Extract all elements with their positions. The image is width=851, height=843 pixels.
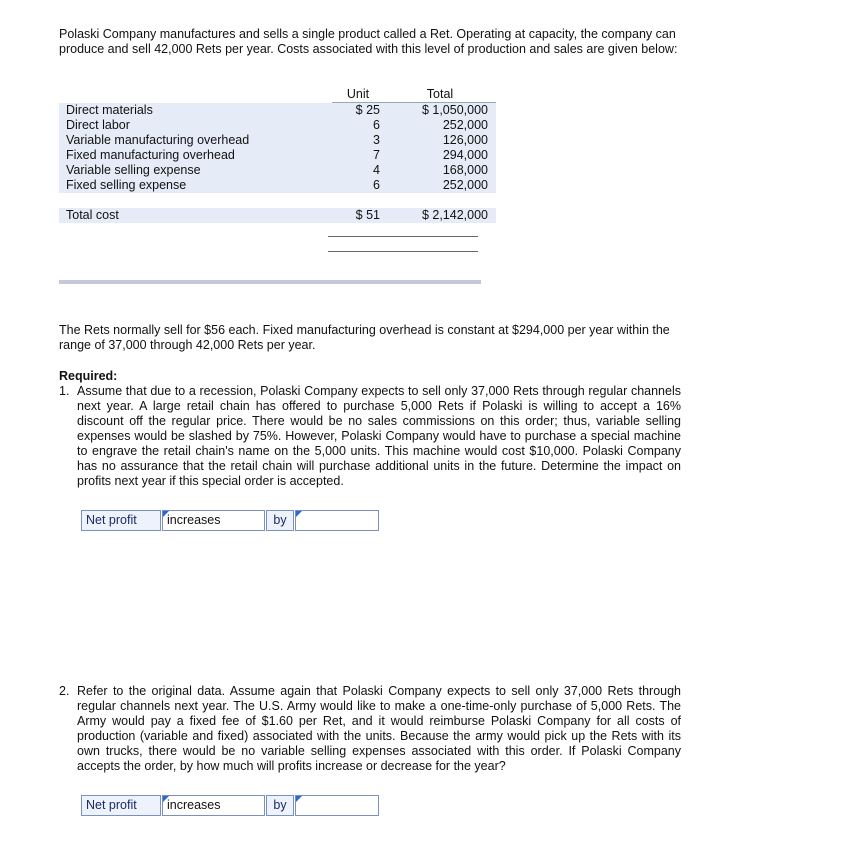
question-number: 1. xyxy=(59,384,70,398)
rets-paragraph: The Rets normally sell for $56 each. Fixed manufacturing overhead is constant at $294,000 per year within the range of 37,000 through 42,000 Rets per year. xyxy=(59,323,670,352)
table-row: Direct materials $ 25 $ 1,050,000 xyxy=(59,103,496,119)
net-profit-amount-input[interactable] xyxy=(295,510,379,531)
total-header: Total xyxy=(384,87,496,103)
table-row: Fixed selling expense 6 252,000 xyxy=(59,178,496,193)
total-double-underline xyxy=(328,251,478,252)
question-text: Assume that due to a recession, Polaski Company expects to sell only 37,000 Rets through regular channels next year. A large retail chain has offered to purchase 5,000 Rets if Polaski is willing to accept a 16% discount off the regular price. There would be no sales commissions on this order; thus, variable selling expenses would be slashed by 75%. However, Polaski Company would have to purchase a special machine to engrave the retail chain's name on the 5,000 units. This machine would cost $10,000. Polaski Company has no assurance that the retail chain will purchase additional units in the future. Determine the impact on profits next year if this special order is accepted. xyxy=(77,384,681,488)
dropdown-marker-icon xyxy=(163,511,169,517)
net-profit-amount-input[interactable] xyxy=(295,795,379,816)
intro-paragraph: Polaski Company manufactures and sells a single product called a Ret. Operating at capacity, the company can produce and sell 42,000 Rets per year. Costs associated with this level of production and sales are given below: xyxy=(59,27,678,56)
select-value: increases xyxy=(167,798,221,812)
table-row: Direct labor 6 252,000 xyxy=(59,118,496,133)
total-row: Total cost $ 51 $ 2,142,000 xyxy=(59,208,496,223)
net-profit-label: Net profit xyxy=(81,510,161,531)
table-footer-bar xyxy=(59,280,481,284)
net-profit-label: Net profit xyxy=(81,795,161,816)
input-marker-icon xyxy=(296,796,302,802)
by-label: by xyxy=(266,510,294,531)
table-row: Fixed manufacturing overhead 7 294,000 xyxy=(59,148,496,163)
increase-decrease-select[interactable] xyxy=(162,510,265,531)
total-underline xyxy=(328,236,478,237)
question-number: 2. xyxy=(59,684,70,698)
table-row: Variable manufacturing overhead 3 126,000 xyxy=(59,133,496,148)
question-text: Refer to the original data. Assume again that Polaski Company expects to sell only 37,000 Rets through regular channels next year. The U.S. Army would like to make a one-time-only purchase of 5,000 Rets. The Army would pay a fixed fee of $1.60 per Ret, and it would reimburse Polaski Company for all costs of production (variable and fixed) associated with the units. Because the army would pick up the Rets with its own trucks, there would be no variable selling expenses associated with this order. If Polaski Company accepts the order, by how much will profits increase or decrease for the year? xyxy=(77,684,681,773)
select-value: increases xyxy=(167,513,221,527)
increase-decrease-select[interactable] xyxy=(162,795,265,816)
unit-header: Unit xyxy=(332,87,384,103)
dropdown-marker-icon xyxy=(163,796,169,802)
question-1 xyxy=(59,384,681,489)
cost-table xyxy=(59,87,496,223)
question-2 xyxy=(59,684,681,774)
required-title: Required: xyxy=(59,369,118,383)
by-label: by xyxy=(266,795,294,816)
input-marker-icon xyxy=(296,511,302,517)
table-row: Variable selling expense 4 168,000 xyxy=(59,163,496,178)
